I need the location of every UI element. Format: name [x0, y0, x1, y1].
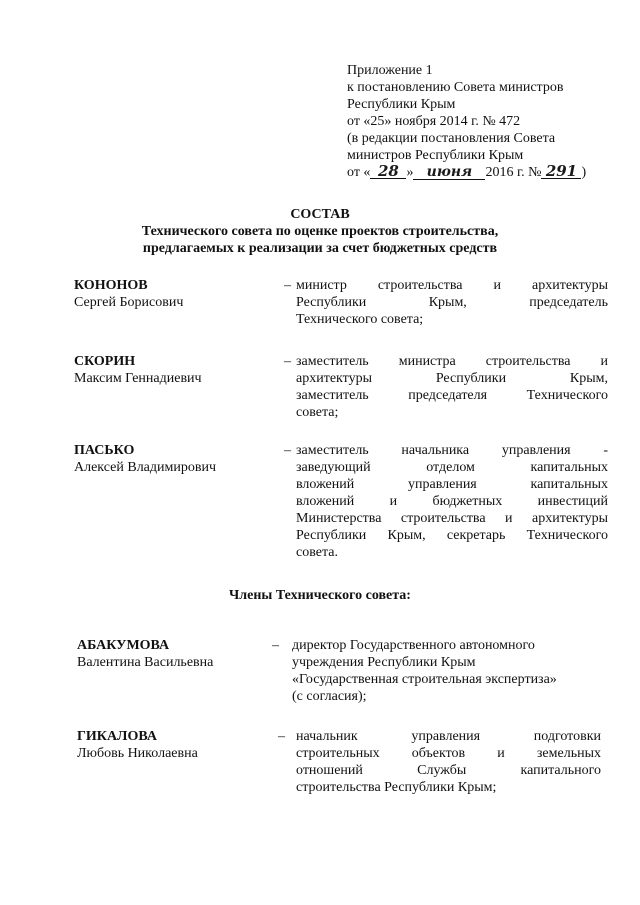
title-line: СОСТАВ [290, 207, 350, 222]
person-name [74, 442, 216, 476]
date-quote: » [406, 165, 414, 180]
given-name: Валентина Васильевна [77, 655, 214, 670]
date-prefix: от « [347, 165, 371, 180]
given-name: Алексей Владимирович [74, 460, 217, 475]
description-line: Республики Крым, секретарь Технического [296, 528, 608, 543]
description-line: заместитель председателя Технического [296, 388, 608, 403]
description-line: Министерства строительства и архитектуры [296, 511, 608, 526]
date-suffix: ) [581, 165, 587, 180]
person-name [74, 277, 183, 311]
appendix-line: от «25» ноября 2014 г. № 472 [347, 114, 521, 129]
appendix-date-line [347, 164, 617, 181]
title-line: Технического совета по оценке проектов строительства, [141, 224, 499, 239]
description-line: Республики Крым, председатель [296, 295, 608, 310]
position-description [296, 353, 608, 421]
dash: – [272, 638, 279, 653]
description-line: учреждения Республики Крым [292, 655, 476, 670]
description-line: вложений и бюджетных инвестиций [296, 494, 608, 509]
title-line: предлагаемых к реализации за счет бюджетных средств [142, 241, 498, 256]
given-name: Максим Геннадиевич [74, 371, 202, 386]
appendix-line: (в редакции постановления Совета [347, 131, 556, 146]
appendix-line: Приложение 1 [347, 63, 433, 78]
document-title [0, 206, 640, 257]
surname: КОНОНОВ [74, 278, 148, 293]
members-heading: Члены Технического совета: [229, 588, 411, 603]
description-line: министр строительства и архитектуры [296, 278, 608, 293]
position-description [292, 637, 604, 705]
description-line: строительных объектов и земельных [296, 746, 601, 761]
dash: – [284, 278, 291, 293]
handwritten-month: июня [413, 165, 485, 180]
surname: СКОРИН [74, 354, 136, 369]
description-line: заведующий отделом капитальных [296, 460, 608, 475]
date-year: 2016 г. № [485, 165, 542, 180]
person-name [77, 728, 198, 762]
description-line: совета; [296, 405, 339, 420]
surname: АБАКУМОВА [77, 638, 170, 653]
dash: – [284, 443, 291, 458]
appendix-line: министров Республики Крым [347, 148, 524, 163]
given-name: Сергей Борисович [74, 295, 184, 310]
position-description [296, 728, 601, 796]
handwritten-day: 28 [370, 164, 406, 179]
position-description [296, 277, 608, 328]
description-line: отношений Службы капитального [296, 763, 601, 778]
description-line: директор Государственного автономного [292, 638, 535, 653]
dash: – [278, 729, 285, 744]
surname: ГИКАЛОВА [77, 729, 157, 744]
person-name [74, 353, 202, 387]
handwritten-number: 291 [541, 164, 581, 179]
appendix-line: Республики Крым [347, 97, 456, 112]
description-line: строительства Республики Крым; [296, 780, 497, 795]
position-description [296, 442, 608, 561]
description-line: (с согласия); [292, 689, 367, 704]
given-name: Любовь Николаевна [77, 746, 198, 761]
description-line: архитектуры Республики Крым, [296, 371, 608, 386]
description-line: заместитель министра строительства и [296, 354, 608, 369]
description-line: совета. [296, 545, 338, 560]
description-line: «Государственная строительная экспертиза» [292, 672, 557, 687]
description-line: вложений управления капитальных [296, 477, 608, 492]
description-line: Технического совета; [296, 312, 424, 327]
person-name [77, 637, 213, 671]
description-line: начальник управления подготовки [296, 729, 601, 744]
appendix-line: к постановлению Совета министров [347, 80, 564, 95]
dash: – [284, 354, 291, 369]
description-line: заместитель начальника управления - [296, 443, 608, 458]
appendix-header [347, 62, 617, 181]
surname: ПАСЬКО [74, 443, 135, 458]
